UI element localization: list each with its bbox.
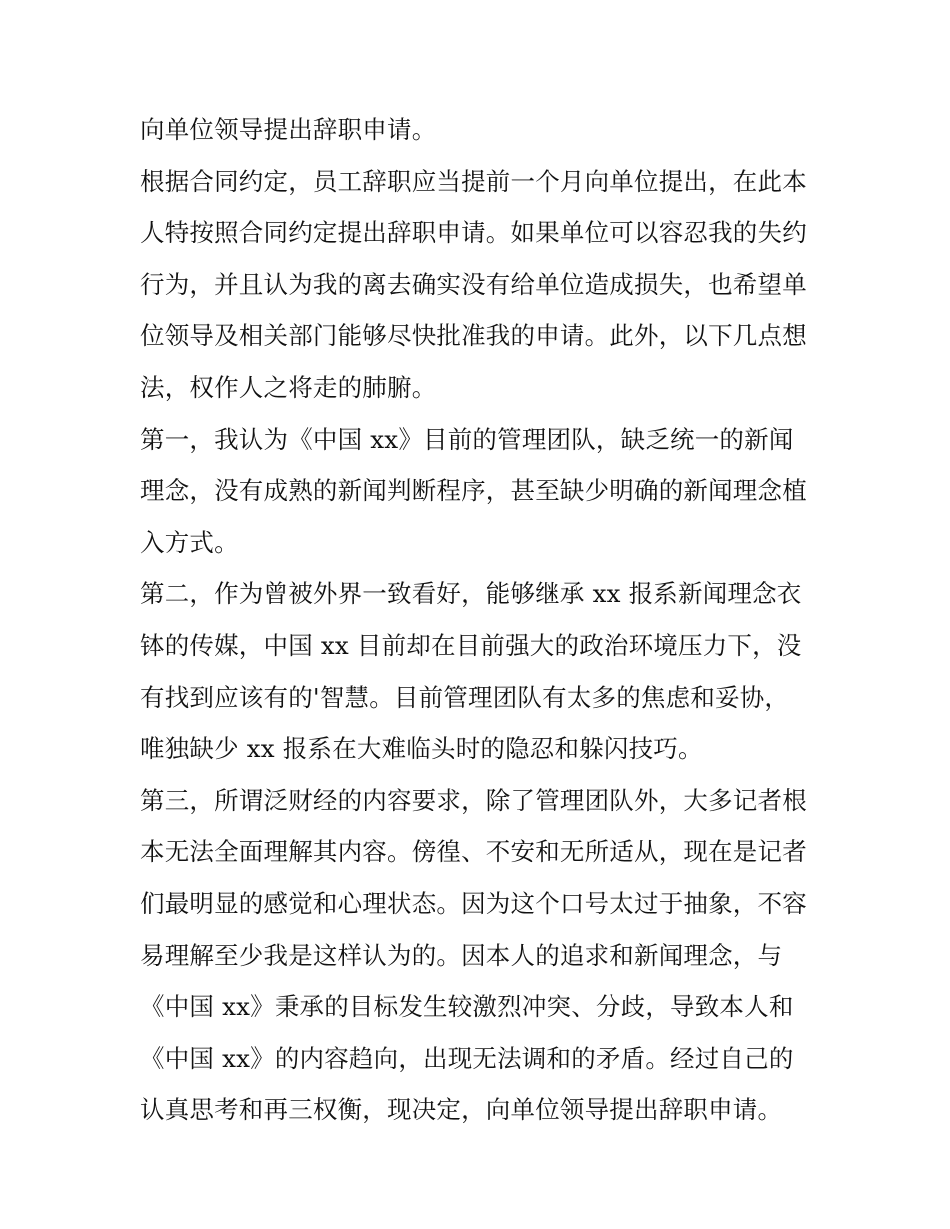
- text-line: 理念，没有成熟的新闻判断程序，甚至缺少明确的新闻理念植: [140, 476, 807, 506]
- text-line: 法，权作人之将走的肺腑。: [140, 372, 437, 402]
- document-body: [140, 104, 820, 1136]
- text-line: 人特按照合同约定提出辞职申请。如果单位可以容忍我的失约: [140, 218, 807, 248]
- text-line: 唯独缺少 xx 报系在大难临头时的隐忍和躲闪技巧。: [140, 734, 703, 764]
- text-line: 根据合同约定，员工辞职应当提前一个月向单位提出，在此本: [140, 166, 807, 196]
- text-line: 《中国 xx》秉承的目标发生较激烈冲突、分歧，导致本人和: [140, 992, 794, 1022]
- text-line: 第二，作为曾被外界一致看好，能够继承 xx 报系新闻理念衣: [140, 579, 802, 609]
- text-line: 本无法全面理解其内容。傍徨、不安和无所适从，现在是记者: [140, 837, 807, 867]
- text-line: 第一，我认为《中国 xx》目前的管理团队，缺乏统一的新闻: [140, 424, 794, 454]
- text-line: 认真思考和再三权衡，现决定，向单位领导提出辞职申请。: [140, 1095, 783, 1125]
- text-line: 《中国 xx》的内容趋向，出现无法调和的矛盾。经过自己的: [140, 1043, 794, 1073]
- text-line: 第三，所谓泛财经的内容要求，除了管理团队外，大多记者根: [140, 785, 807, 815]
- text-line: 向单位领导提出辞职申请。: [140, 115, 437, 144]
- text-line: 易理解至少我是这样认为的。因本人的追求和新闻理念，与: [140, 940, 783, 970]
- text-line: 有找到应该有的'智慧。目前管理团队有太多的焦虑和妥协，: [140, 682, 790, 712]
- text-line: 行为，并且认为我的离去确实没有给单位造成损失，也希望单: [140, 269, 807, 299]
- text-line: 们最明显的感觉和心理状态。因为这个口号太过于抽象，不容: [140, 888, 807, 918]
- text-line: 钵的传媒，中国 xx 目前却在目前强大的政治环境压力下，没: [140, 630, 802, 660]
- text-line: 入方式。: [140, 527, 239, 557]
- text-line: 位领导及相关部门能够尽快批准我的申请。此外，以下几点想: [140, 321, 807, 351]
